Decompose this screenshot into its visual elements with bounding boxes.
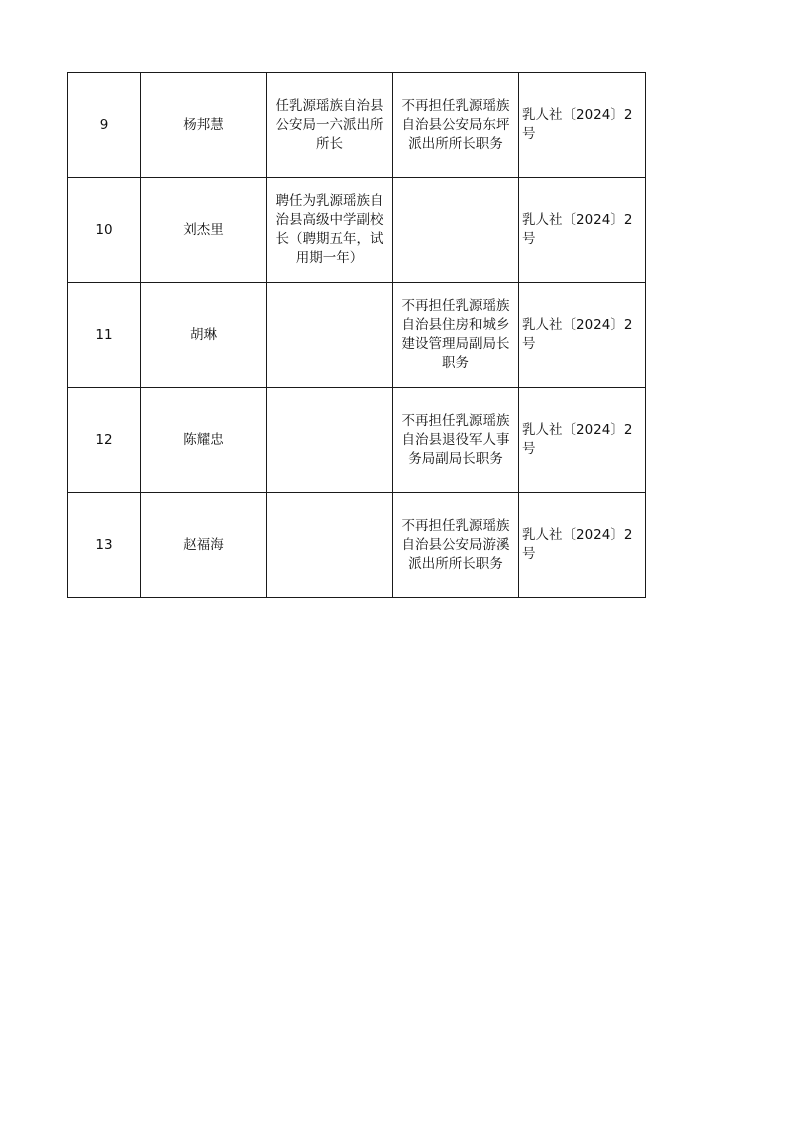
document-number: 乳人社〔2024〕2号 [519, 493, 646, 598]
table-row [68, 493, 646, 598]
removal-cell [393, 178, 519, 283]
person-name: 赵福海 [141, 493, 267, 598]
appointment-cell: 任乳源瑶族自治县公安局一六派出所所长 [267, 73, 393, 178]
removal-cell: 不再担任乳源瑶族自治县公安局游溪派出所所长职务 [393, 493, 519, 598]
table-row [68, 178, 646, 283]
appointment-cell: 聘任为乳源瑶族自治县高级中学副校长（聘期五年，试用期一年） [267, 178, 393, 283]
person-name: 胡琳 [141, 283, 267, 388]
removal-cell: 不再担任乳源瑶族自治县退役军人事务局副局长职务 [393, 388, 519, 493]
table-row [68, 73, 646, 178]
removal-cell: 不再担任乳源瑶族自治县住房和城乡建设管理局副局长职务 [393, 283, 519, 388]
row-number: 10 [68, 178, 141, 283]
person-name: 陈耀忠 [141, 388, 267, 493]
row-number: 11 [68, 283, 141, 388]
table-row [68, 283, 646, 388]
document-number: 乳人社〔2024〕2号 [519, 283, 646, 388]
row-number: 9 [68, 73, 141, 178]
removal-cell: 不再担任乳源瑶族自治县公安局东坪派出所所长职务 [393, 73, 519, 178]
row-number: 13 [68, 493, 141, 598]
appointment-cell [267, 493, 393, 598]
person-name: 刘杰里 [141, 178, 267, 283]
row-number: 12 [68, 388, 141, 493]
document-number: 乳人社〔2024〕2号 [519, 178, 646, 283]
document-number: 乳人社〔2024〕2号 [519, 388, 646, 493]
document-number: 乳人社〔2024〕2号 [519, 73, 646, 178]
personnel-table [67, 72, 646, 598]
appointment-cell [267, 283, 393, 388]
person-name: 杨邦慧 [141, 73, 267, 178]
table-row [68, 388, 646, 493]
appointment-cell [267, 388, 393, 493]
